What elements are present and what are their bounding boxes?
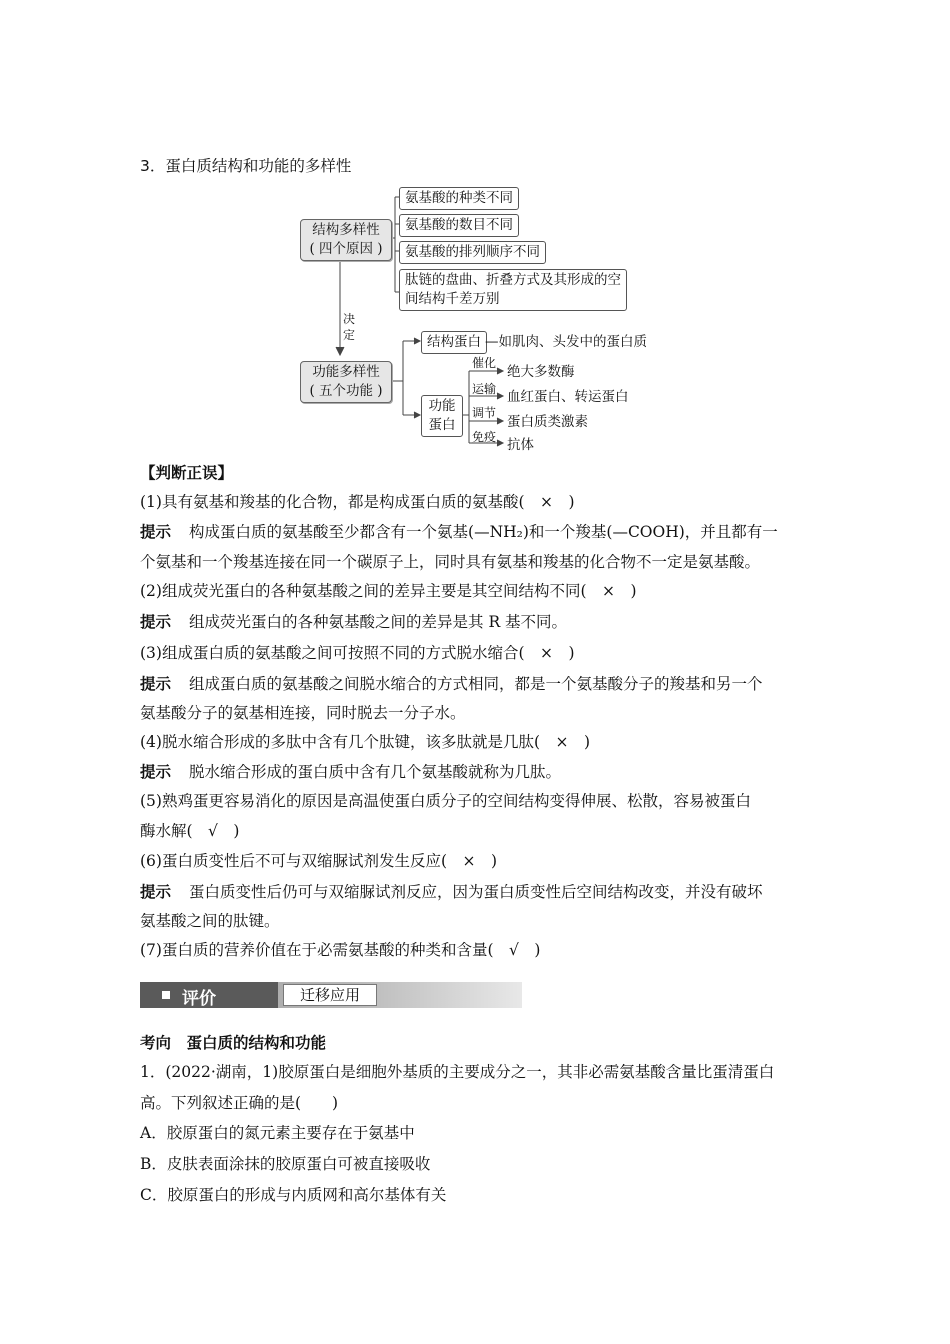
hint-text: 构成蛋白质的氨基酸至少都含有一个氨基(—NH₂)和一个羧基(—COOH)，并且都有一 [189, 523, 778, 541]
hint-label: 提示 [140, 882, 172, 901]
structure-diversity-box [300, 219, 392, 261]
judge-h1-cont: 个氨基和一个羧基连接在同一个碳原子上，同时具有氨基和羧基的化合物不一定是氨基酸。 [140, 553, 761, 571]
judge-q3: (3)组成蛋白质的氨基酸之间可按照不同的方式脱水缩合( × ) [140, 644, 575, 662]
direction-title: 考向 蛋白质的结构和功能 [140, 1034, 327, 1052]
function-example-transport: 血红蛋白、转运蛋白 [507, 389, 629, 405]
reason-number: 氨基酸的数目不同 [399, 214, 519, 237]
question1-stem: 1．(2022·湖南，1)胶原蛋白是细胞外基质的主要成分之一，其非必需氨基酸含量比蛋清蛋白 [140, 1063, 775, 1081]
function-label-immunity: 免疫 [472, 430, 497, 444]
judge-h3-cont: 氨基酸分子的氨基相连接，同时脱去一分子水。 [140, 704, 466, 722]
judge-h6-cont: 氨基酸之间的肽键。 [140, 912, 280, 930]
reason-spatial-line2: 间结构千差万别 [405, 291, 500, 307]
reason-spatial [399, 269, 627, 311]
judge-h3 [140, 673, 763, 695]
option-b: B．皮肤表面涂抹的胶原蛋白可被直接吸收 [140, 1155, 431, 1173]
judge-h1 [140, 521, 778, 543]
question1-stem-cont: 高。下列叙述正确的是( ) [140, 1094, 339, 1112]
judge-q7: (7)蛋白质的营养价值在于必需氨基酸的种类和含量( √ ) [140, 941, 541, 959]
functional-protein-line2: 蛋白 [428, 417, 456, 433]
protein-diversity-diagram [295, 183, 665, 458]
judge-h6 [140, 881, 763, 903]
reason-order: 氨基酸的排列顺序不同 [399, 241, 546, 264]
function-box-line1: 功能多样性 [312, 364, 380, 380]
function-label-regulation: 调节 [472, 406, 497, 420]
function-example-regulation: 蛋白质类激素 [507, 414, 588, 430]
banner-left-block [140, 982, 278, 1008]
function-label-catalysis: 催化 [472, 356, 497, 370]
hint-text: 组成荧光蛋白的各种氨基酸之间的差异是其 R 基不同。 [189, 613, 568, 631]
structural-protein-box: 结构蛋白 [421, 331, 487, 354]
hint-label: 提示 [140, 762, 172, 781]
hint-label: 提示 [140, 522, 172, 541]
function-diversity-box [300, 361, 392, 403]
evaluation-banner [140, 982, 522, 1008]
option-a: A．胶原蛋白的氮元素主要存在于氨基中 [140, 1124, 415, 1142]
banner-label: 评价 [182, 989, 216, 1009]
judge-h2 [140, 611, 567, 633]
structure-box-line2: ( 四个原因 ) [309, 241, 383, 257]
hint-label: 提示 [140, 674, 172, 693]
hint-text: 脱水缩合形成的蛋白质中含有几个氨基酸就称为几肽。 [189, 763, 562, 781]
function-box-line2: ( 五个功能 ) [309, 383, 383, 399]
banner-tag: 迁移应用 [283, 984, 377, 1006]
judge-heading: 【判断正误】 [140, 463, 234, 482]
judge-q5-cont: 酶水解( √ ) [140, 822, 240, 840]
option-c: C．胶原蛋白的形成与内质网和高尔基体有关 [140, 1186, 447, 1204]
judge-q1: (1)具有氨基和羧基的化合物，都是构成蛋白质的氨基酸( × ) [140, 493, 575, 511]
structural-protein-example: —如肌肉、头发中的蛋白质 [485, 334, 647, 350]
decides-label-1: 决 [343, 312, 356, 326]
reason-spatial-line1: 肽链的盘曲、折叠方式及其形成的空 [405, 272, 621, 288]
reason-kind: 氨基酸的种类不同 [399, 187, 519, 210]
hint-label: 提示 [140, 612, 172, 631]
square-bullet-icon [162, 991, 170, 999]
section-title: 3．蛋白质结构和功能的多样性 [140, 157, 352, 175]
structure-box-line1: 结构多样性 [312, 222, 380, 238]
judge-h4 [140, 761, 561, 783]
hint-text: 蛋白质变性后仍可与双缩脲试剂反应，因为蛋白质变性后空间结构改变，并没有破坏 [189, 883, 763, 901]
hint-text: 组成蛋白质的氨基酸之间脱水缩合的方式相同，都是一个氨基酸分子的羧基和另一个 [189, 675, 763, 693]
decides-label-2: 定 [343, 328, 356, 342]
function-example-immunity: 抗体 [507, 437, 534, 453]
function-label-transport: 运输 [472, 382, 497, 396]
function-example-catalysis: 绝大多数酶 [507, 364, 575, 380]
judge-q6: (6)蛋白质变性后不可与双缩脲试剂发生反应( × ) [140, 852, 498, 870]
judge-q4: (4)脱水缩合形成的多肽中含有几个肽键，该多肽就是几肽( × ) [140, 733, 591, 751]
functional-protein-line1: 功能 [428, 398, 456, 414]
judge-q2: (2)组成荧光蛋白的各种氨基酸之间的差异主要是其空间结构不同( × ) [140, 582, 637, 600]
judge-q5: (5)熟鸡蛋更容易消化的原因是高温使蛋白质分子的空间结构变得伸展、松散，容易被蛋白 [140, 792, 751, 810]
functional-protein-box [421, 395, 463, 437]
